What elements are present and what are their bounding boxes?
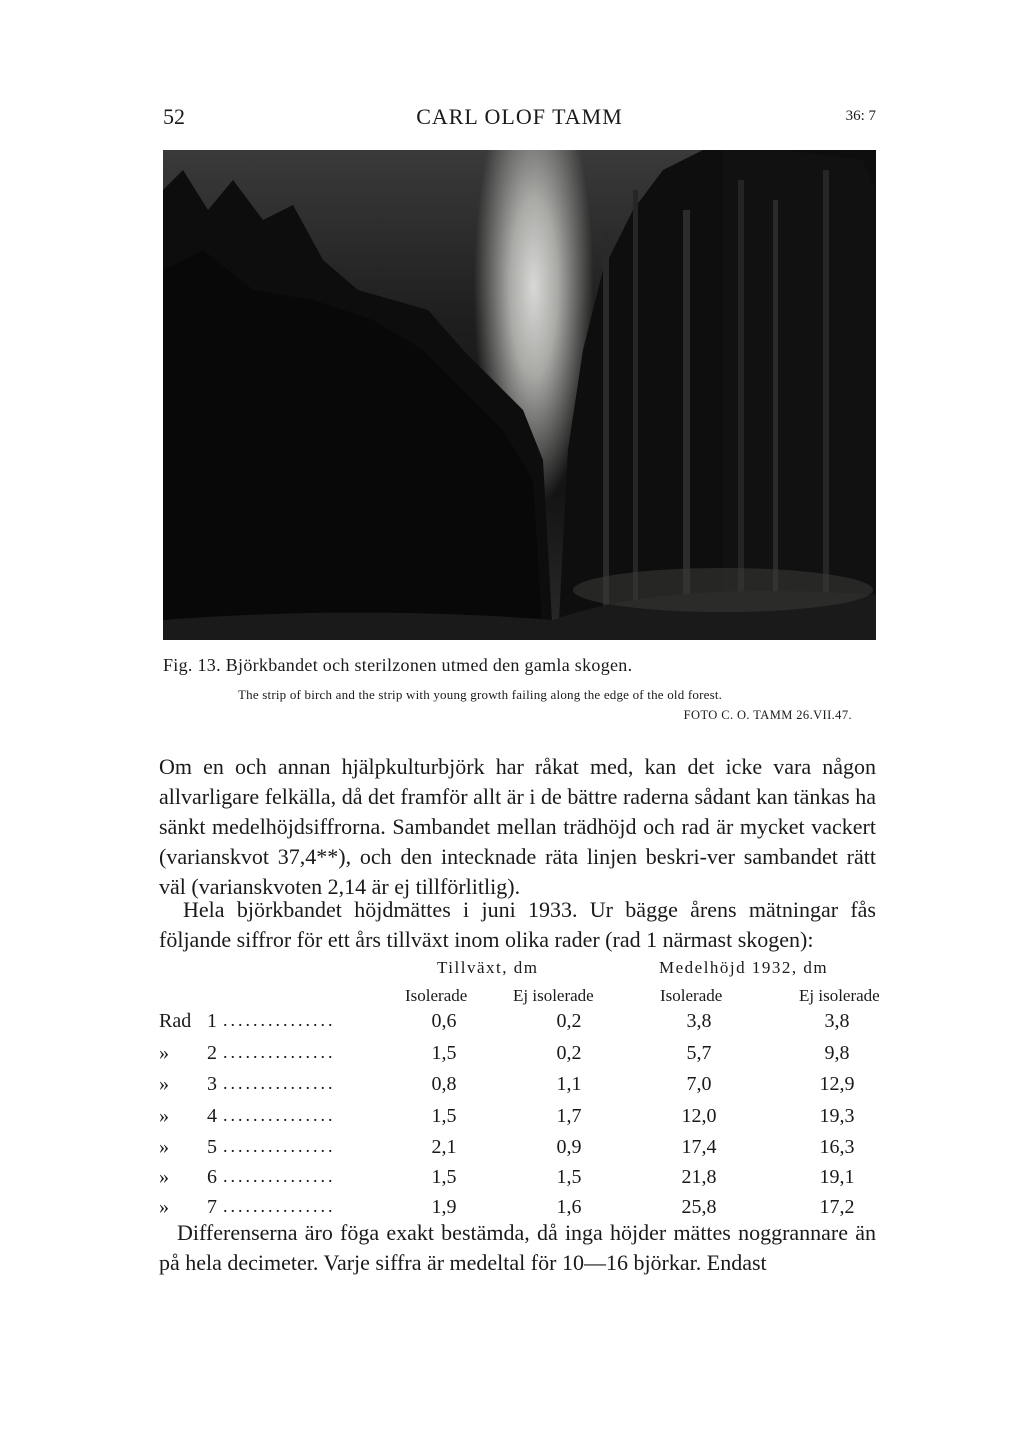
cell-medelhojd-ej-isolerade: 9,8 [824, 1042, 850, 1064]
cell-medelhojd-isolerade: 5,7 [686, 1042, 712, 1064]
photo-credit: FOTO C. O. TAMM 26.VII.47. [683, 708, 852, 722]
forest-photograph [163, 150, 876, 640]
cell-medelhojd-ej-isolerade: 19,1 [819, 1166, 855, 1188]
row-number: 2 [207, 1042, 217, 1064]
cell-tillvaxt-ej-isolerade: 0,2 [556, 1042, 582, 1064]
paragraph-1 [159, 752, 876, 902]
cell-tillvaxt-ej-isolerade: 0,9 [556, 1136, 582, 1158]
cell-medelhojd-isolerade: 21,8 [681, 1166, 717, 1188]
row-label [159, 1166, 219, 1189]
row-number: 7 [207, 1196, 217, 1218]
cell-tillvaxt-isolerade: 1,5 [431, 1042, 457, 1064]
subheader-ej-isolerade-1: Ej isolerade [513, 986, 594, 1005]
figure-caption-english: The strip of birch and the strip with young growth failing along the edge of the old forest. [238, 687, 723, 702]
cell-tillvaxt-isolerade: 1,5 [431, 1105, 457, 1127]
row-prefix: » [159, 1196, 169, 1218]
header-tillvaxt: Tillväxt, dm [437, 958, 539, 977]
row-prefix: » [159, 1136, 169, 1158]
dot-leader: ............... [223, 1196, 336, 1216]
row-label [159, 1073, 219, 1096]
row-prefix: » [159, 1105, 169, 1127]
table-row [159, 1073, 876, 1101]
cell-tillvaxt-isolerade: 1,5 [431, 1166, 457, 1188]
dot-leader: ............... [223, 1010, 336, 1030]
cell-medelhojd-isolerade: 12,0 [681, 1105, 717, 1127]
cell-tillvaxt-isolerade: 0,8 [431, 1073, 457, 1095]
row-number: 1 [207, 1010, 217, 1032]
forest-silhouette [163, 150, 876, 640]
cell-medelhojd-ej-isolerade: 16,3 [819, 1136, 855, 1158]
cell-medelhojd-isolerade: 25,8 [681, 1196, 717, 1218]
dot-leader: ............... [223, 1073, 336, 1093]
dot-leader: ............... [223, 1042, 336, 1062]
page-number: 52 [163, 104, 185, 129]
paragraph-text: Hela björkbandet höjdmättes i juni 1933. Ur bägge årens mätningar fås följande siffror för ett års tillväxt inom olika rader (rad 1 närmast skogen): [159, 897, 876, 952]
header-medelhojd: Medelhöjd 1932, dm [659, 958, 829, 977]
cell-tillvaxt-isolerade: 0,6 [431, 1010, 457, 1032]
paragraph-text: Differenserna äro föga exakt bestämda, då inga höjder mättes noggrannare än på hela decimeter. Varje siffra är medeltal för 10—16 björkar. Endast [159, 1220, 876, 1275]
table-row [159, 1105, 876, 1133]
cell-medelhojd-ej-isolerade: 3,8 [824, 1010, 850, 1032]
cell-medelhojd-ej-isolerade: 17,2 [819, 1196, 855, 1218]
row-label [159, 1196, 219, 1219]
row-label [159, 1010, 219, 1033]
figure-caption: Fig. 13. Björkbandet och sterilzonen utmed den gamla skogen. [163, 655, 633, 675]
cell-tillvaxt-ej-isolerade: 1,5 [556, 1166, 582, 1188]
row-number: 3 [207, 1073, 217, 1095]
growth-table [159, 958, 880, 1218]
row-number: 4 [207, 1105, 217, 1127]
row-label [159, 1136, 219, 1159]
cell-medelhojd-isolerade: 3,8 [686, 1010, 712, 1032]
cell-tillvaxt-ej-isolerade: 1,1 [556, 1073, 582, 1095]
page-header [163, 104, 876, 134]
cell-tillvaxt-isolerade: 2,1 [431, 1136, 457, 1158]
paragraph-2 [159, 895, 876, 955]
cell-tillvaxt-ej-isolerade: 0,2 [556, 1010, 582, 1032]
subheader-isolerade-2: Isolerade [660, 986, 723, 1005]
dot-leader: ............... [223, 1166, 336, 1186]
table-row [159, 1136, 876, 1164]
cell-tillvaxt-ej-isolerade: 1,7 [556, 1105, 582, 1127]
dot-leader: ............... [223, 1105, 336, 1125]
running-head: CARL OLOF TAMM [416, 104, 623, 129]
row-number: 5 [207, 1136, 217, 1158]
subheader-ej-isolerade-2: Ej isolerade [799, 986, 880, 1005]
cell-medelhojd-ej-isolerade: 12,9 [819, 1073, 855, 1095]
table-row [159, 1042, 876, 1070]
cell-tillvaxt-ej-isolerade: 1,6 [556, 1196, 582, 1218]
row-number: 6 [207, 1166, 217, 1188]
dot-leader: ............... [223, 1136, 336, 1156]
subheader-isolerade-1: Isolerade [405, 986, 468, 1005]
row-prefix: » [159, 1073, 169, 1095]
paragraph-text: Om en och annan hjälpkulturbjörk har råkat med, kan det icke vara någon allvarligare felkälla, då det framför allt är i de bättre raderna sådant kan tänkas ha sänkt medelhöjdsiffrorna. Sambandet mellan trädhöjd och rad är mycket vackert (varianskvot 37,4**), och den intecknade räta linjen beskri-ver sambandet rätt väl (varianskvoten 2,14 är ej tillförlitlig). [159, 754, 876, 899]
cell-tillvaxt-isolerade: 1,9 [431, 1196, 457, 1218]
table-row [159, 1166, 876, 1194]
row-label [159, 1105, 219, 1128]
row-prefix: » [159, 1166, 169, 1188]
cell-medelhojd-ej-isolerade: 19,3 [819, 1105, 855, 1127]
cell-medelhojd-isolerade: 17,4 [681, 1136, 717, 1158]
paragraph-3 [159, 1218, 876, 1278]
table-row [159, 1010, 876, 1038]
volume-reference: 36: 7 [845, 108, 876, 124]
row-prefix: » [159, 1042, 169, 1064]
row-prefix: Rad [159, 1010, 192, 1032]
row-label [159, 1042, 219, 1065]
cell-medelhojd-isolerade: 7,0 [686, 1073, 712, 1095]
